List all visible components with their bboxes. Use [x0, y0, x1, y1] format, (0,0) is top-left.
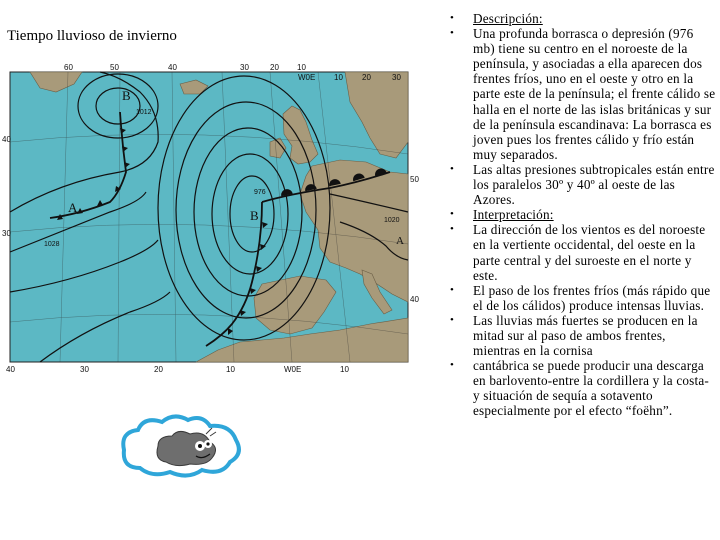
bullet-icon: •: [450, 162, 455, 175]
bullet-icon: •: [450, 313, 455, 326]
scale-label: 10: [226, 365, 235, 374]
bullet-icon: •: [450, 283, 455, 296]
list-item-text: La dirección de los vientos es del noroeste en la vertiente occidental, del oeste en la parte central y del suroeste en el norte y este.: [473, 222, 706, 283]
list-item: [446, 26, 716, 162]
list-item-text: Una profunda borrasca o depresión (976 mb) tiene su centro en el noroeste de la península, y asociadas a ella aparecen dos frentes fríos, uno en el oeste y otro en la parte este de la península; el frente cálido se halla en el norte de las islas británicas y sur de la península escandinava: La borrasca es joven pues los frentes cálido y frío están muy separados.: [473, 26, 716, 162]
scale-label: 30: [240, 63, 249, 72]
list-item: [446, 313, 716, 358]
scale-label: 40: [6, 365, 15, 374]
isobar-label: 1028: [44, 241, 60, 248]
scale-label: 60: [64, 63, 73, 72]
isobar-label: 1020: [384, 217, 400, 224]
isobar-label: 976: [254, 189, 266, 196]
scale-label: 20: [362, 73, 371, 82]
list-item-text: Las lluvias más fuertes se producen en la mitad sur al paso de ambos frentes, mientras en la cornisa: [473, 312, 698, 359]
scale-label: 10: [334, 73, 343, 82]
list-item: [446, 222, 716, 282]
description-list: [446, 11, 716, 419]
scale-label: 30: [2, 229, 11, 238]
bottom-scale: [6, 365, 349, 374]
scale-label: 40: [410, 295, 419, 304]
bullet-icon: •: [450, 359, 455, 372]
scale-label: W0E: [284, 365, 302, 374]
weather-map: [0, 62, 418, 380]
scale-label: 10: [340, 365, 349, 374]
scale-label: 50: [410, 175, 419, 184]
list-item: [446, 207, 716, 222]
scale-label: 50: [110, 63, 119, 72]
section-heading: Descripción:: [473, 11, 543, 26]
list-item-text: El paso de los frentes fríos (más rápido que el de los cálidos) produce intensas lluvias.: [473, 282, 711, 313]
low-pressure-label: B: [250, 208, 259, 223]
bullet-icon: •: [450, 12, 455, 24]
bullet-icon: •: [450, 208, 455, 221]
low-pressure-label: B: [122, 88, 131, 103]
list-item: [446, 11, 716, 26]
bullet-icon: •: [450, 223, 455, 236]
scale-label: 30: [80, 365, 89, 374]
scale-label: 20: [270, 63, 279, 72]
high-pressure-label: A: [396, 235, 404, 247]
scale-label: 10: [297, 63, 306, 72]
bullet-icon: •: [450, 27, 455, 40]
list-item-text: Las altas presiones subtropicales están entre los paralelos 30º y 40º al oeste de las Azores.: [473, 161, 715, 208]
high-pressure-label: A: [68, 200, 78, 215]
scale-label: 20: [154, 365, 163, 374]
list-item: [446, 283, 716, 313]
scale-label: 40: [168, 63, 177, 72]
scale-label: 40: [2, 135, 11, 144]
page-title: Tiempo lluvioso de invierno: [7, 28, 177, 44]
rain-cloud-illustration: [118, 410, 244, 480]
list-item: [446, 358, 716, 418]
scale-label: 30: [392, 73, 401, 82]
scale-label: W0E: [298, 73, 316, 82]
isobar-label: 1012: [136, 109, 152, 116]
section-heading: Interpretación:: [473, 207, 554, 223]
list-item-text: cantábrica se puede producir una descarga en barlovento-entre la cordillera y la costa- y situación de sequía a sotavento especialmente por el efecto “foëhn”.: [473, 358, 710, 419]
list-item: [446, 162, 716, 207]
